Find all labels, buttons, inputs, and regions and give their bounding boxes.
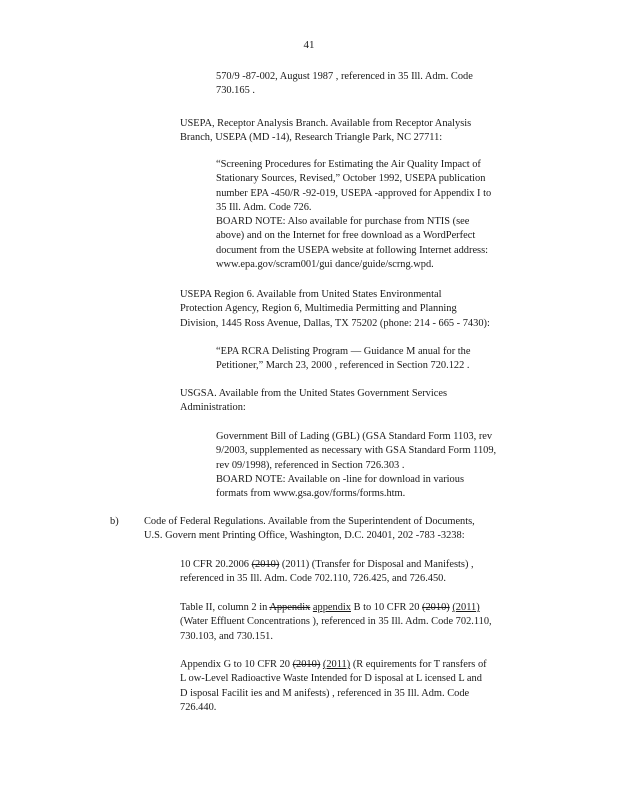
text-line: 730.103, and 730.151.: [180, 630, 273, 642]
list-label-b: b): [110, 516, 119, 527]
inserted-text: appendix: [312, 602, 351, 613]
citation-appendix-g: [180, 658, 532, 715]
text-line: “EPA RCRA Delisting Program — Guidance M anual for the: [216, 346, 471, 357]
text-line: 730.165 .: [216, 85, 255, 97]
text-line: USEPA, Receptor Analysis Branch. Available from Receptor Analysis: [180, 118, 472, 129]
text-line: “Screening Procedures for Estimating the Air Quality Impact of: [216, 159, 481, 170]
text-line: 570/9 -87-002, August 1987 , referenced in 35 Ill. Adm. Code: [216, 71, 473, 82]
text-line: Stationary Sources, Revised,” October 1992, USEPA publication: [216, 173, 486, 185]
citation-screening-procedures: [216, 158, 530, 272]
text-line: BOARD NOTE: Available on -line for download in various: [216, 473, 464, 485]
text-line: Government Bill of Lading (GBL) (GSA Standard Form 1103, rev: [216, 431, 493, 442]
text-line: Appendix G to 10 CFR 20 (2010) (2011) (R equirements for T ransfers of: [180, 659, 487, 670]
text-line: formats from www.gsa.gov/forms/forms.htm.: [216, 488, 406, 500]
page-number: 41: [303, 39, 315, 51]
text-line: Branch, USEPA (MD -14), Research Triangle Park, NC 27711:: [180, 132, 443, 144]
text-line: Administration:: [180, 402, 246, 414]
text-line: D isposal Facilit ies and M anifests) , referenced in 35 Ill. Adm. Code: [180, 687, 470, 699]
source-usgsa: [180, 387, 510, 416]
text-line: Protection Agency, Region 6, Multimedia Permitting and Planning: [180, 303, 457, 315]
text-line: referenced in 35 Ill. Adm. Code 702.110, 726.425, and 726.450.: [180, 573, 446, 585]
text-line: (Water Effluent Concentrations ), referenced in 35 Ill. Adm. Code 702.110,: [180, 616, 492, 628]
text-line: U.S. Govern ment Printing Office, Washington, D.C. 20401, 202 -783 -3238:: [144, 530, 465, 542]
text-line: USGSA. Available from the United States Government Services: [180, 388, 448, 399]
inserted-text: (2011): [452, 602, 480, 613]
text-line: 10 CFR 20.2006 (2010) (2011) (Transfer for Disposal and Manifests) ,: [180, 559, 474, 570]
text-line: rev 09/1998), referenced in Section 726.303 .: [216, 459, 405, 471]
deleted-text: Appendix: [269, 602, 311, 613]
citation-10cfr-20-2006: [180, 558, 520, 587]
source-usepa-region6: [180, 288, 530, 331]
source-usepa-receptor: [180, 117, 520, 146]
citation-block-1: [216, 70, 512, 99]
text-line: BOARD NOTE: Also available for purchase from NTIS (see: [216, 216, 470, 228]
text-line: Petitioner,” March 23, 2000 , referenced in Section 720.122 .: [216, 360, 470, 372]
text-line: document from the USEPA website at following Internet address:: [216, 244, 489, 256]
citation-bill-of-lading: [216, 430, 534, 501]
text-line: above) and on the Internet for free download as a WordPerfect: [216, 230, 476, 242]
text-line: L ow-Level Radioactive Waste Intended for D isposal at L icensed L and: [180, 673, 482, 685]
text-line: Table II, column 2 in Appendix appendix B to 10 CFR 20 (2010) (2011): [180, 602, 480, 613]
text-line: Division, 1445 Ross Avenue, Dallas, TX 75202 (phone: 214 - 665 - 7430):: [180, 317, 490, 329]
deleted-text: (2010): [422, 602, 450, 613]
text-line: Code of Federal Regulations. Available from the Superintendent of Documents,: [144, 516, 475, 527]
source-cfr: [144, 515, 524, 544]
deleted-text: (2010): [292, 659, 321, 670]
deleted-text: (2010): [251, 559, 280, 570]
text-line: www.epa.gov/scram001/gui dance/guide/scrng.wpd.: [216, 259, 434, 271]
inserted-text: (2011): [322, 659, 351, 670]
text-line: 726.440.: [180, 701, 217, 713]
citation-delisting-program: [216, 345, 504, 374]
text-line: number EPA -450/R -92-019, USEPA -approved for Appendix I to: [216, 187, 492, 199]
citation-table-ii: [180, 601, 532, 644]
text-line: 9/2003, supplemented as necessary with GSA Standard Form 1109,: [216, 445, 497, 457]
text-line: 35 Ill. Adm. Code 726.: [216, 201, 312, 213]
text-line: USEPA Region 6. Available from United States Environmental: [180, 289, 442, 300]
